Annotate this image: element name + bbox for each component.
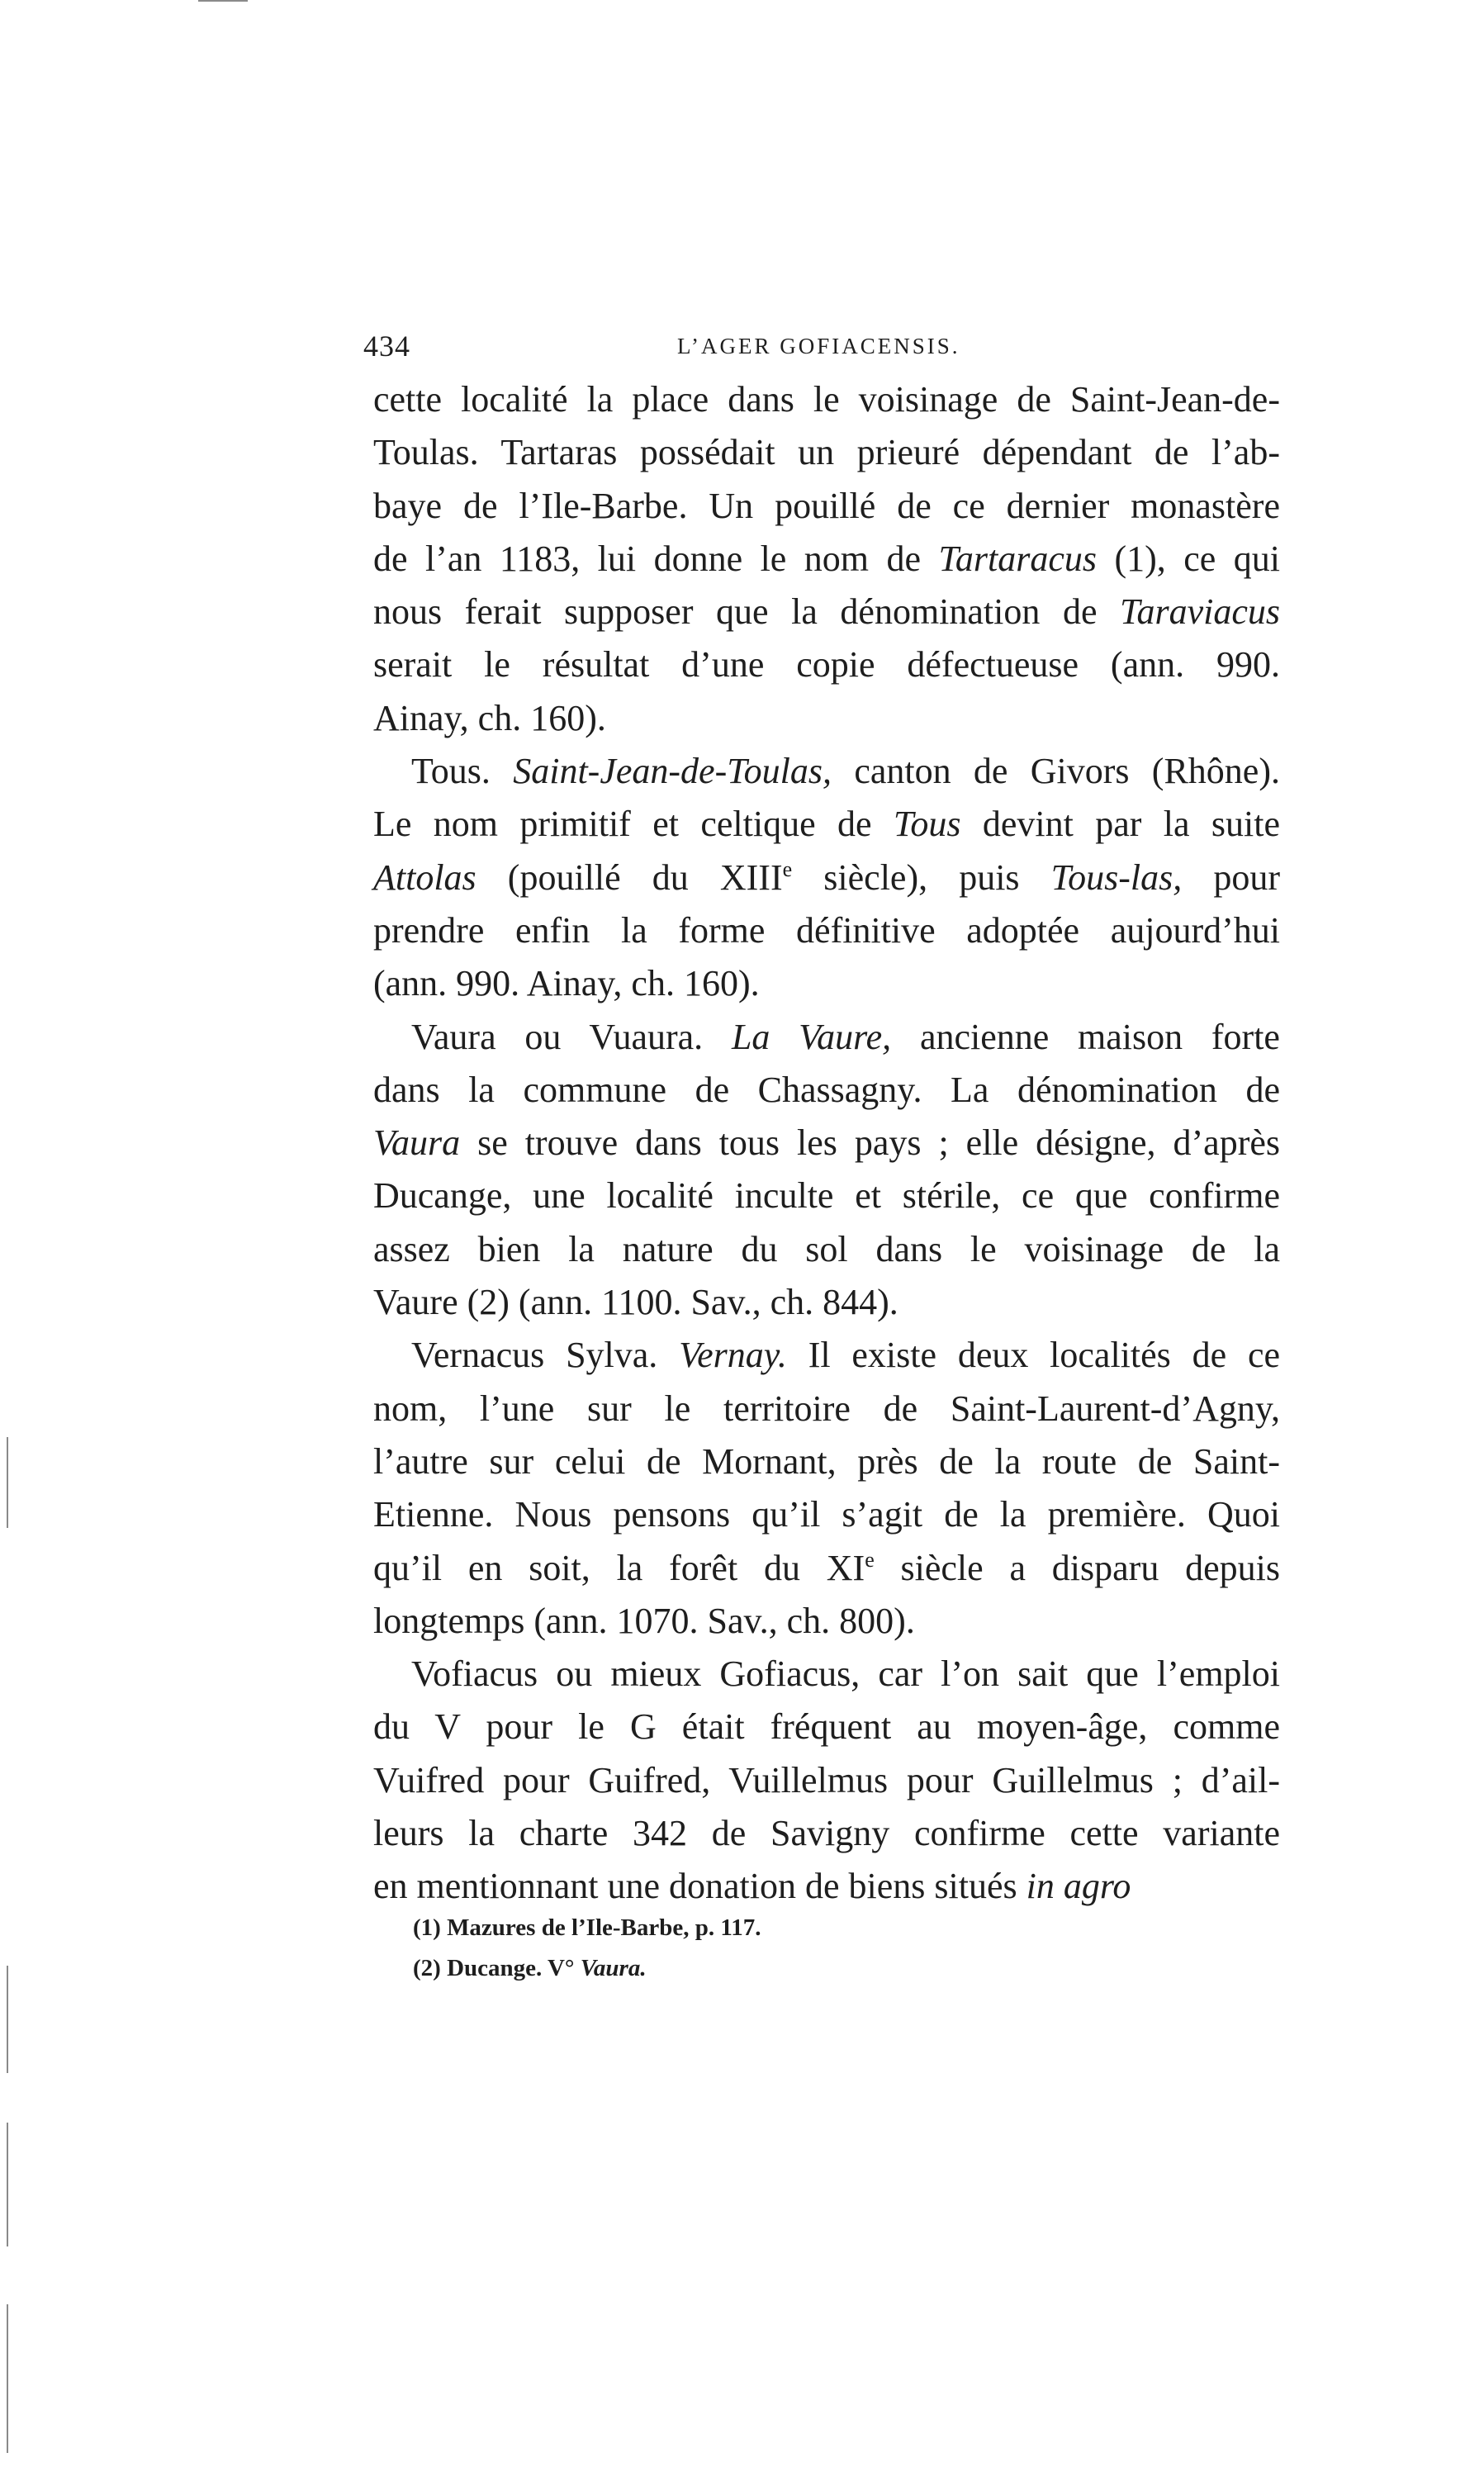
page-number: 434 [363,330,410,363]
italic-text: Vaura [373,1122,461,1164]
text-line [373,1435,1280,1488]
text-run: de l’an 1183, lui donne le nom de [373,538,939,579]
text-run: baye de l’Ile-Barbe. Un pouillé de ce dernier monastère [373,485,1280,526]
text-run: Vaure (2) (ann. 1100. Sav., ch. 844). [373,1282,898,1323]
text-line [373,1223,1280,1276]
text-run: cette localité la place dans le voisinage de Saint-Jean-de- [373,379,1280,420]
italic-text: Tous-las, [1050,856,1183,898]
running-title: L’AGER GOFIACENSIS. [677,334,960,358]
text-run: dans la commune de Chassagny. La dénomination de [373,1069,1280,1110]
text-run: (ann. 990. Ainay, ch. 160). [373,963,760,1004]
text-run: (1) Mazures de l’Ile-Barbe, p. 117. [413,1914,761,1941]
text-line [373,957,1280,1010]
text-line [373,1169,1280,1222]
text-run: Ducange, une localité inculte et stérile, ce que confirme [373,1175,1280,1217]
text-run: siècle a disparu depuis [874,1547,1280,1588]
text-run: canton de Givors (Rhône). [832,751,1280,792]
text-run: longtemps (ann. 1070. Sav., ch. 800). [373,1600,915,1641]
text-run: l’autre sur celui de Mornant, près de la route de Saint- [373,1440,1280,1482]
footnote [413,1948,1156,1989]
text-run: se trouve dans tous les pays ; elle désigne, d’après [460,1122,1280,1164]
scan-edge-mark [198,0,248,2]
text-run: Ainay, ch. 160). [373,697,606,738]
footnotes [413,1908,1156,1989]
text-run: pour [1182,856,1280,898]
footnote [413,1908,1156,1948]
text-run: leurs la charte 342 de Savigny confirme cette variante [373,1813,1280,1854]
paragraph [373,745,1280,1010]
italic-text: Vaura. [580,1955,647,1981]
text-run: Vaura ou Vuaura. [411,1016,732,1057]
text-line [373,1860,1280,1913]
italic-text: Tartaracus [938,538,1098,579]
text-line [373,1276,1280,1329]
text-run: (1), ce qui [1097,538,1280,579]
scan-edge-mark [7,2304,8,2453]
text-line [373,1383,1280,1435]
italic-text: Attolas [373,856,476,898]
scan-edge-mark [7,2123,8,2246]
text-run: assez bien la nature du sol dans le voisinage de la [373,1228,1280,1269]
text-run: Vernacus Sylva. [411,1335,680,1376]
text-run: ancienne maison forte [891,1016,1280,1057]
page-header [363,329,1280,370]
paragraph [373,1329,1280,1648]
text-line [373,1064,1280,1117]
text-run: Le nom primitif et celtique de [373,804,894,845]
scan-edge-mark [7,1966,8,2073]
text-run: serait le résultat d’une copie défectueuse (ann. 990. [373,644,1280,686]
body-text [373,373,1280,1914]
text-line [373,852,1280,904]
text-line [373,1701,1280,1753]
text-line [373,1329,1280,1382]
text-run: (pouillé du XIII [476,856,783,898]
text-line [373,692,1280,745]
italic-text: Tous [893,804,961,845]
text-line [373,1595,1280,1648]
italic-text: Taraviacus [1120,591,1280,633]
text-line [373,1488,1280,1541]
text-run: Tous. [411,751,514,792]
text-line [373,1754,1280,1807]
text-line [373,1807,1280,1860]
text-line [373,1542,1280,1595]
text-line [373,426,1280,479]
text-line [373,373,1280,426]
text-run: Toulas. Tartaras possédait un prieuré dépendant de l’ab- [373,432,1280,473]
text-run: en mentionnant une donation de biens situés [373,1866,1026,1907]
text-run: qu’il en soit, la forêt du XI [373,1547,865,1588]
text-run: du V pour le G était fréquent au moyen-âge, comme [373,1706,1280,1748]
text-run: (2) Ducange. V° [413,1955,581,1981]
text-run: nom, l’une sur le territoire de Saint-Laurent-d’Agny, [373,1388,1280,1429]
paragraph [373,1011,1280,1330]
text-run: prendre enfin la forme définitive adoptée aujourd’hui [373,909,1280,951]
text-run: Vofiacus ou mieux Gofiacus, car l’on sait que l’emploi [411,1653,1280,1695]
text-line [373,1648,1280,1701]
superscript: e [782,856,793,881]
scan-edge-mark [7,1437,8,1528]
text-line [373,586,1280,638]
text-run: devint par la suite [960,804,1281,845]
text-line [373,798,1280,851]
text-line [373,745,1280,798]
text-run: Il existe deux localités de ce [786,1335,1280,1376]
text-line [373,638,1280,691]
text-run: siècle), puis [792,856,1051,898]
text-line [373,904,1280,957]
italic-text: Saint-Jean-de-Toulas, [513,751,832,792]
superscript: e [865,1547,875,1572]
italic-text: Vernay. [679,1335,787,1376]
text-line [373,480,1280,533]
paragraph [373,1648,1280,1913]
text-line [373,533,1280,586]
text-run: Etienne. Nous pensons qu’il s’agit de la première. Quoi [373,1494,1280,1535]
text-run: nous ferait supposer que la dénomination de [373,591,1121,633]
text-run: Vuifred pour Guifred, Vuillelmus pour Guillelmus ; d’ail- [373,1759,1280,1800]
text-line [373,1011,1280,1064]
italic-text: La Vaure, [731,1016,892,1057]
text-line [373,1117,1280,1169]
paragraph [373,373,1280,745]
italic-text: in agro [1026,1866,1131,1907]
